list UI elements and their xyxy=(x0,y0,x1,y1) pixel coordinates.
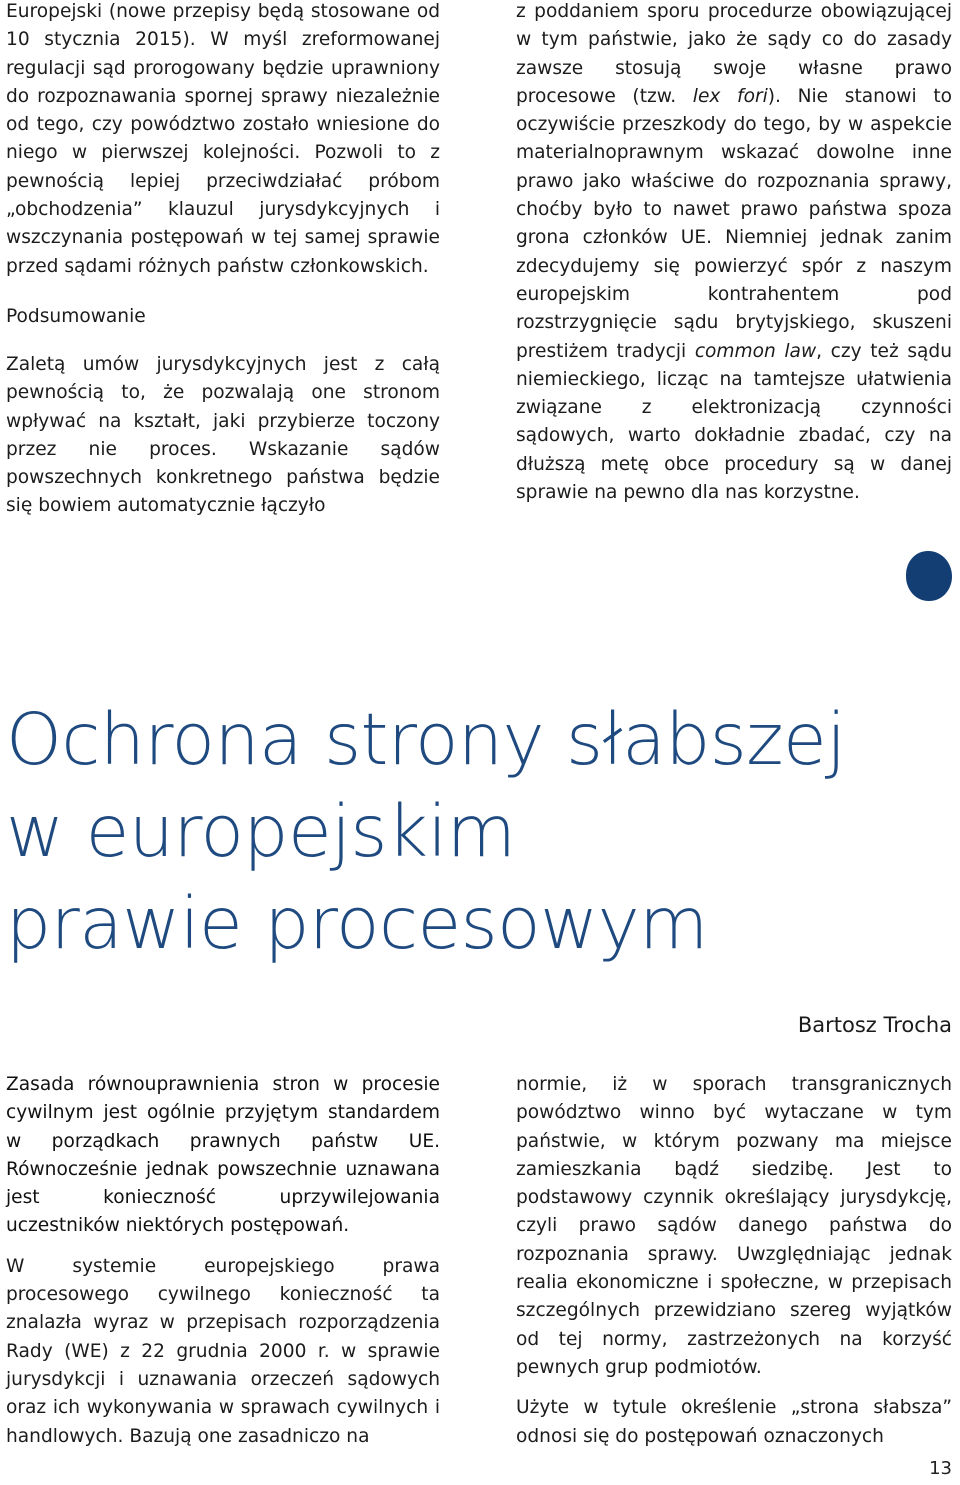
article-title-line: w europejskim xyxy=(6,790,516,873)
text-fragment: , czy też sądu niemieckiego, licząc na tamtejsze ułatwienia związane z elektronizacją czynności sądowych, warto dokładnie zbadać, czy na dłuższą metę obce procedury są w danej sprawie na pewno dla nas korzystne. xyxy=(516,340,952,504)
previous-article-paragraph: Europejski (nowe przepisy będą stosowane od 10 stycznia 2015). W myśl zreformowanej regulacji sąd prorogowany będzie uprawniony do rozpoznawania spornej sprawy niezależnie od tego, czy powództwo zostało wniesione do niego w pierwszej kolejności. Pozwoli to z pewnością lepiej przeciwdziałać próbom „obchodzenia” klauzul jurysdykcyjnych i wszczynania postępowań w tej samej sprawie przed sądami różnych państw członkowskich. xyxy=(6,1,440,277)
article-title xyxy=(6,694,906,970)
summary-paragraph: Zaletą umów jurysdykcyjnych jest z całą pewnością to, że pozwalają one stronom wpływać na kształt, jaki przybierze toczony przez nie proces. Wskazanie sądów powszechnych konkretnego państwa będzie się bowiem automatycznie łączyło xyxy=(6,353,440,517)
article-author: Bartosz Trocha xyxy=(797,1013,952,1037)
common-law-term: common law xyxy=(694,340,817,362)
text-fragment: z poddaniem sporu procedurze obowiązującej w tym państwie, jako że sądy co do zasady zawsze stosują swoje własne prawo procesowe (tzw. xyxy=(516,1,952,107)
page-number: 13 xyxy=(929,1458,952,1479)
previous-article-left-column xyxy=(6,0,440,521)
summary-paragraph-continued xyxy=(516,0,952,507)
article-paragraph: W systemie europejskiego prawa procesowego cywilnego konieczność ta znalazła wyraz w przepisach rozporządzenia Rady (WE) z 22 grudnia 2000 r. w sprawie jurysdykcji i uznawania orzeczeń sądowych oraz ich wykonywania w sprawach cywilnych i handlowych. Bazują one zasadniczo na xyxy=(6,1255,440,1447)
article-right-column xyxy=(516,1071,952,1451)
article-left-column xyxy=(6,1071,440,1451)
text-fragment: ). Nie stanowi to oczywiście przeszkody do tego, by w aspekcie materialnoprawnym wskazać dowolne inne prawo jako właściwe do rozpoznania sprawy, choćby było to nawet prawo państwa spoza grona członków UE. Niemniej jednak zanim zdecydujemy się powierzyć spór z naszym europejskim kontrahentem pod rozstrzygnięcie sądu brytyjskiego, skuszeni prestiżem tradycji xyxy=(516,85,952,362)
article-title-line: Ochrona strony słabszej xyxy=(6,698,846,781)
article-paragraph: normie, iż w sporach transgranicznych powództwo winno być wytaczane w tym państwie, w którym pozwany ma miejsce zamieszkania bądź siedzibę. Jest to podstawowy czynnik określający jurysdykcję, czyli prawo sądów danego państwa do rozpoznania sprawy. Uwzględniając jednak realia ekonomiczne i społeczne, w przepisach szczególnych przewidziano szereg wyjątków od tej normy, zastrzeżonych na korzyść pewnych grup podmiotów. xyxy=(516,1074,952,1378)
article-lead-paragraph: Zasada równouprawnienia stron w procesie cywilnym jest ogólnie przyjętym standardem w porządkach prawnych państw UE. Równocześnie jednak powszechnie uznawana jest konieczność uprzywilejowania uczestników niektórych postępowań. xyxy=(6,1074,440,1237)
lex-fori-term: lex fori xyxy=(692,85,768,107)
summary-heading: Podsumowanie xyxy=(6,305,146,327)
article-title-line: prawie procesowym xyxy=(6,882,708,965)
article-paragraph: Użyte w tytule określenie „strona słabsza” odnosi się do postępowań oznaczonych xyxy=(516,1397,952,1447)
previous-article-right-column xyxy=(516,0,952,507)
end-of-article-dot xyxy=(906,551,952,601)
